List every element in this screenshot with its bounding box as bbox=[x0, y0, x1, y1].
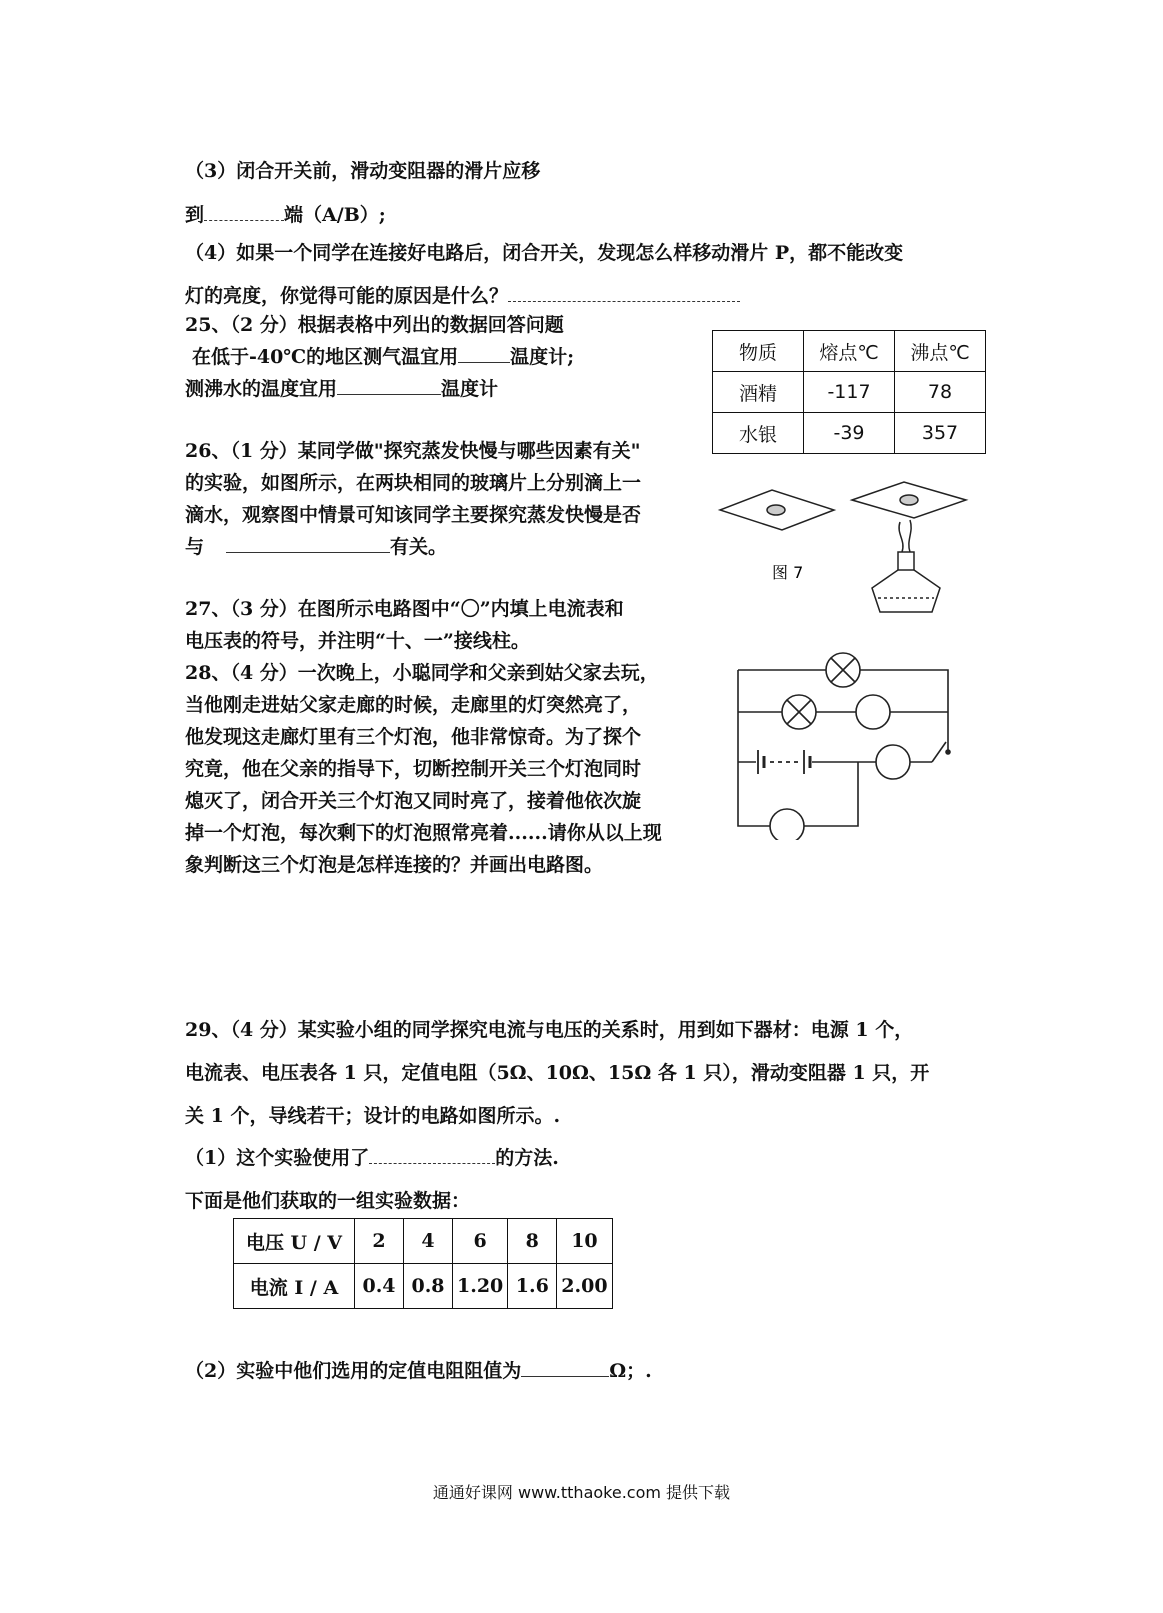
page-footer: 通通好课网 www.tthaoke.com 提供下载 bbox=[432, 1483, 731, 1502]
table-row bbox=[234, 1219, 613, 1264]
evaporation-figure bbox=[712, 470, 982, 620]
glass-plate-right bbox=[852, 482, 966, 518]
q27-line2: 电压表的符号，并注明“十、一”接线柱。 bbox=[185, 630, 530, 652]
q28-line6: 掉一个灯泡，每次剩下的灯泡照常亮着......请你从以上现 bbox=[185, 822, 662, 844]
q24-line3b-pre: 到 bbox=[185, 204, 205, 226]
table-cell: 78 bbox=[895, 372, 986, 413]
table-cell: 2.00 bbox=[557, 1264, 612, 1309]
q26-line1: 26、（1 分）某同学做"探究蒸发快慢与哪些因素有关" bbox=[185, 440, 641, 462]
battery-icon bbox=[758, 750, 810, 774]
table-header-cell: 物质 bbox=[713, 331, 804, 372]
q24-line4b bbox=[185, 283, 740, 309]
q29-line3: 关 1 个，导线若干；设计的电路如图所示。. bbox=[185, 1105, 561, 1127]
table-cell: 10 bbox=[557, 1219, 612, 1264]
q24-line4a: （4）如果一个同学在连接好电路后，闭合开关，发现怎么样移动滑片 P，都不能改变 bbox=[185, 242, 904, 264]
table-cell: -39 bbox=[804, 413, 895, 454]
q28-line5: 熄灭了，闭合开关三个灯泡又同时亮了，接着他依次旋 bbox=[185, 790, 642, 812]
table-cell: 酒精 bbox=[713, 372, 804, 413]
answer-blank-evaporation-factor[interactable] bbox=[226, 534, 390, 553]
substance-table bbox=[712, 330, 986, 454]
q24-line3b bbox=[185, 202, 386, 228]
q29-line2: 电流表、电压表各 1 只，定值电阻（5Ω、10Ω、15Ω 各 1 只），滑动变阻器 1 只，开 bbox=[185, 1062, 930, 1084]
table-cell: 水银 bbox=[713, 413, 804, 454]
q25-line2-pre: 测沸水的温度宜用 bbox=[185, 378, 338, 400]
wire bbox=[860, 670, 948, 752]
table-header-cell: 沸点℃ bbox=[895, 331, 986, 372]
q25-line2-post: 温度计 bbox=[441, 378, 499, 400]
q25-line2 bbox=[185, 376, 498, 402]
table-cell: 2 bbox=[355, 1219, 404, 1264]
answer-blank-reason[interactable] bbox=[508, 283, 740, 302]
meter-circle-blank[interactable] bbox=[876, 745, 910, 779]
substance-table-header bbox=[713, 331, 986, 372]
answer-blank-cold-thermometer[interactable] bbox=[458, 344, 510, 363]
q24-line3a: （3）闭合开关前，滑动变阻器的滑片应移 bbox=[185, 160, 541, 182]
q28-line1: 28、（4 分）一次晚上，小聪同学和父亲到姑父家去玩， bbox=[185, 662, 659, 684]
q28-line3: 他发现这走廊灯里有三个灯泡，他非常惊奇。为了探个 bbox=[185, 726, 642, 748]
table-header-cell: 熔点℃ bbox=[804, 331, 895, 372]
table-row bbox=[234, 1264, 613, 1309]
q29-data-intro: 下面是他们获取的一组实验数据： bbox=[185, 1190, 471, 1212]
wire bbox=[738, 670, 770, 826]
bulb-icon bbox=[782, 695, 816, 729]
q26-line4-pre: 与 bbox=[185, 536, 205, 558]
table-cell: 0.8 bbox=[404, 1264, 453, 1309]
meter-circle-blank[interactable] bbox=[856, 695, 890, 729]
q25-line1-pre: 在低于-40℃的地区测气温宜用 bbox=[192, 346, 459, 368]
q28-line4: 究竟，他在父亲的指导下，切断控制开关三个灯泡同时 bbox=[185, 758, 642, 780]
table-row bbox=[713, 372, 986, 413]
answer-blank-resistance[interactable] bbox=[521, 1358, 609, 1377]
glass-plate-left bbox=[720, 490, 834, 530]
table-cell: -117 bbox=[804, 372, 895, 413]
meter-circle-blank[interactable] bbox=[770, 809, 804, 840]
table-cell: 0.4 bbox=[355, 1264, 404, 1309]
figure-7-label: 图 7 bbox=[772, 563, 804, 582]
answer-blank-slider-end[interactable] bbox=[204, 202, 284, 221]
q25-line1-post: 温度计; bbox=[510, 346, 575, 368]
q29-sub1-post: 的方法. bbox=[495, 1147, 559, 1169]
voltage-current-table bbox=[233, 1218, 613, 1309]
table-cell: 8 bbox=[508, 1219, 557, 1264]
q29-sub1-pre: （1）这个实验使用了 bbox=[185, 1147, 370, 1169]
q26-line3: 滴水，观察图中情景可知该同学主要探究蒸发快慢是否 bbox=[185, 504, 642, 526]
q28-line2: 当他刚走进姑父家走廊的时候，走廊里的灯突然亮了， bbox=[185, 694, 642, 716]
q24-line3b-post: 端（A/B）; bbox=[284, 204, 386, 226]
answer-blank-boiling-thermometer[interactable] bbox=[337, 376, 441, 395]
table-row bbox=[713, 413, 986, 454]
q29-line1: 29、（4 分）某实验小组的同学探究电流与电压的关系时，用到如下器材：电源 1 个， bbox=[185, 1019, 914, 1041]
table-cell: 1.20 bbox=[453, 1264, 508, 1309]
q25-line1 bbox=[192, 344, 574, 370]
table-cell: 1.6 bbox=[508, 1264, 557, 1309]
q24-line4b-text: 灯的亮度，你觉得可能的原因是什么？ bbox=[185, 285, 509, 307]
q29-sub2-post: Ω；. bbox=[609, 1360, 652, 1382]
alcohol-lamp-icon bbox=[872, 520, 940, 612]
bulb-icon bbox=[826, 653, 860, 687]
q25-title: 25、（2 分）根据表格中列出的数据回答问题 bbox=[185, 314, 564, 336]
answer-blank-method[interactable] bbox=[369, 1145, 495, 1164]
q28-line7: 象判断这三个灯泡是怎样连接的？并画出电路图。 bbox=[185, 854, 604, 876]
wire bbox=[804, 762, 858, 826]
table-cell: 6 bbox=[453, 1219, 508, 1264]
table-cell: 357 bbox=[895, 413, 986, 454]
q27-line1: 27、（3 分）在图所示电路图中“〇”内填上电流表和 bbox=[185, 598, 624, 620]
q29-sub1 bbox=[185, 1145, 559, 1171]
q26-line2: 的实验，如图所示，在两块相同的玻璃片上分别滴上一 bbox=[185, 472, 642, 494]
q26-line4 bbox=[185, 534, 447, 560]
table-row-label: 电流 I / A bbox=[234, 1264, 355, 1309]
q29-sub2-pre: （2）实验中他们选用的定值电阻阻值为 bbox=[185, 1360, 522, 1382]
table-cell: 4 bbox=[404, 1219, 453, 1264]
q26-line4-post: 有关。 bbox=[390, 536, 448, 558]
circuit-diagram bbox=[728, 640, 968, 840]
table-row-label: 电压 U / V bbox=[234, 1219, 355, 1264]
q29-sub2 bbox=[185, 1358, 652, 1384]
